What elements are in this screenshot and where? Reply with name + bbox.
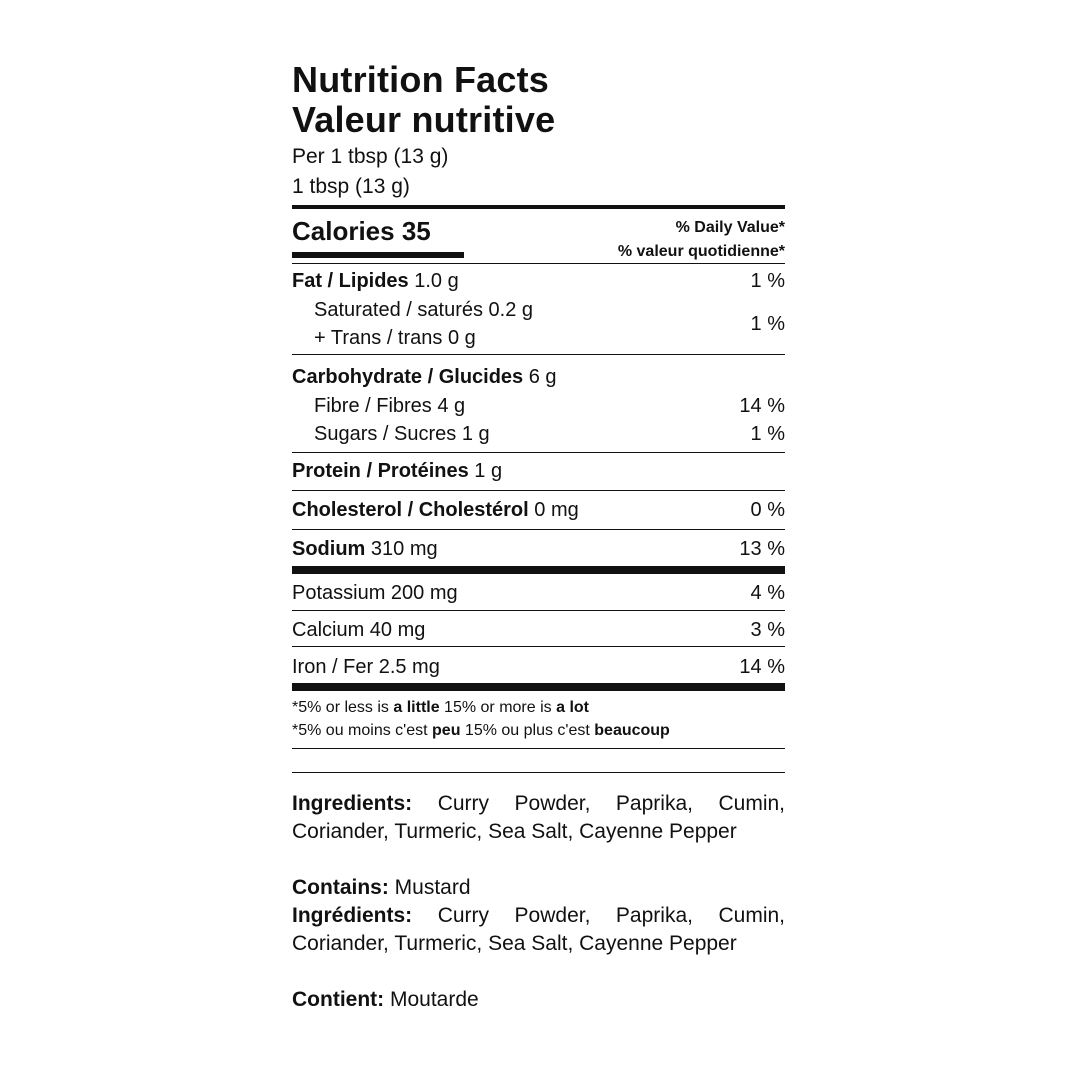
cholesterol-dv: 0 % xyxy=(750,499,785,521)
footnote-en-part-1: *5% or less is xyxy=(292,699,394,716)
protein-amount: 1 g xyxy=(474,460,503,482)
footnote-fr-bold-2: beaucoup xyxy=(594,722,670,739)
potassium-dv: 4 % xyxy=(750,582,785,604)
footnote-en-part-2: 15% or more is xyxy=(439,699,557,716)
protein-label: Protein / Protéines xyxy=(292,460,469,482)
cholesterol-row xyxy=(292,500,579,520)
protein-row xyxy=(292,461,502,481)
ingredients-fr-label: Ingrédients: xyxy=(292,904,413,927)
fat-row xyxy=(292,271,459,291)
fat-amount: 1.0 g xyxy=(414,270,459,292)
sodium-row xyxy=(292,539,438,559)
footnote-en-bold-2: a lot xyxy=(556,699,589,716)
calcium-dv: 3 % xyxy=(750,619,785,641)
carbohydrate-label: Carbohydrate / Glucides xyxy=(292,366,524,388)
sodium-dv: 13 % xyxy=(739,538,785,560)
cholesterol-amount: 0 mg xyxy=(534,499,579,521)
rule-after-potassium xyxy=(292,610,785,611)
fat-dv: 1 % xyxy=(750,270,785,292)
footnote-french xyxy=(292,723,670,739)
iron-dv: 14 % xyxy=(739,656,785,678)
calories-underline xyxy=(292,252,464,258)
rule-thick-top xyxy=(292,205,785,209)
trans-row: + Trans / trans 0 g xyxy=(314,327,476,349)
ingredients-en-label: Ingredients: xyxy=(292,792,413,815)
calories-row xyxy=(292,218,431,244)
rule-after-calcium xyxy=(292,646,785,647)
saturated-trans-dv: 1 % xyxy=(750,313,785,335)
rule-after-cholesterol xyxy=(292,529,785,530)
saturated-row: Saturated / saturés 0.2 g xyxy=(314,299,534,321)
serving-size: 1 tbsp (13 g) xyxy=(292,175,410,198)
iron-row: Iron / Fer 2.5 mg xyxy=(292,656,440,678)
serving-per: Per 1 tbsp (13 g) xyxy=(292,145,449,168)
calcium-row: Calcium 40 mg xyxy=(292,619,426,641)
rule-after-protein xyxy=(292,490,785,491)
contains-fr-text: Moutarde xyxy=(384,988,479,1011)
rule-thick-bottom xyxy=(292,683,785,691)
sugars-row: Sugars / Sucres 1 g xyxy=(314,423,490,445)
footnote-fr-part-1: *5% ou moins c'est xyxy=(292,722,433,739)
rule-ingredients-top xyxy=(292,772,785,773)
carbohydrate-amount: 6 g xyxy=(528,366,557,388)
contains-english xyxy=(292,874,785,902)
cholesterol-label: Cholesterol / Cholestérol xyxy=(292,499,529,521)
rule-thick-mid xyxy=(292,566,785,574)
title-english: Nutrition Facts xyxy=(292,59,550,100)
dv-header-english: % Daily Value* xyxy=(675,219,785,236)
dv-header-french: % valeur quotidienne* xyxy=(617,243,785,260)
fibre-row: Fibre / Fibres 4 g xyxy=(314,395,466,417)
fat-label: Fat / Lipides xyxy=(292,270,409,292)
contains-fr-label: Contient: xyxy=(292,988,385,1011)
ingredients-english xyxy=(292,790,785,846)
rule-after-carb xyxy=(292,452,785,453)
rule-after-fat xyxy=(292,354,785,355)
rule-below-calories xyxy=(292,263,785,264)
potassium-row: Potassium 200 mg xyxy=(292,582,458,604)
rule-after-footnote xyxy=(292,748,785,749)
sugars-dv: 1 % xyxy=(750,423,785,445)
sodium-amount: 310 mg xyxy=(370,538,438,560)
calories-label: Calories xyxy=(292,216,395,246)
ingredients-fr-text: Curry Powder, Paprika, Cumin, Coriander, Turmeric, Sea Salt, Cayenne Pepper xyxy=(292,904,785,955)
contains-en-label: Contains: xyxy=(292,876,389,899)
carbohydrate-row xyxy=(292,367,557,387)
ingredients-en-text: Curry Powder, Paprika, Cumin, Coriander, Turmeric, Sea Salt, Cayenne Pepper xyxy=(292,792,785,843)
contains-french xyxy=(292,986,785,1014)
fibre-dv: 14 % xyxy=(739,395,785,417)
footnote-fr-part-2: 15% ou plus c'est xyxy=(460,722,595,739)
calories-value: 35 xyxy=(401,216,431,246)
footnote-fr-bold-1: peu xyxy=(432,722,461,739)
ingredients-french xyxy=(292,902,785,958)
footnote-en-bold-1: a little xyxy=(393,699,440,716)
footnote-english xyxy=(292,700,589,716)
contains-en-text: Mustard xyxy=(388,876,471,899)
sodium-label: Sodium xyxy=(292,538,366,560)
title-french: Valeur nutritive xyxy=(292,99,556,140)
